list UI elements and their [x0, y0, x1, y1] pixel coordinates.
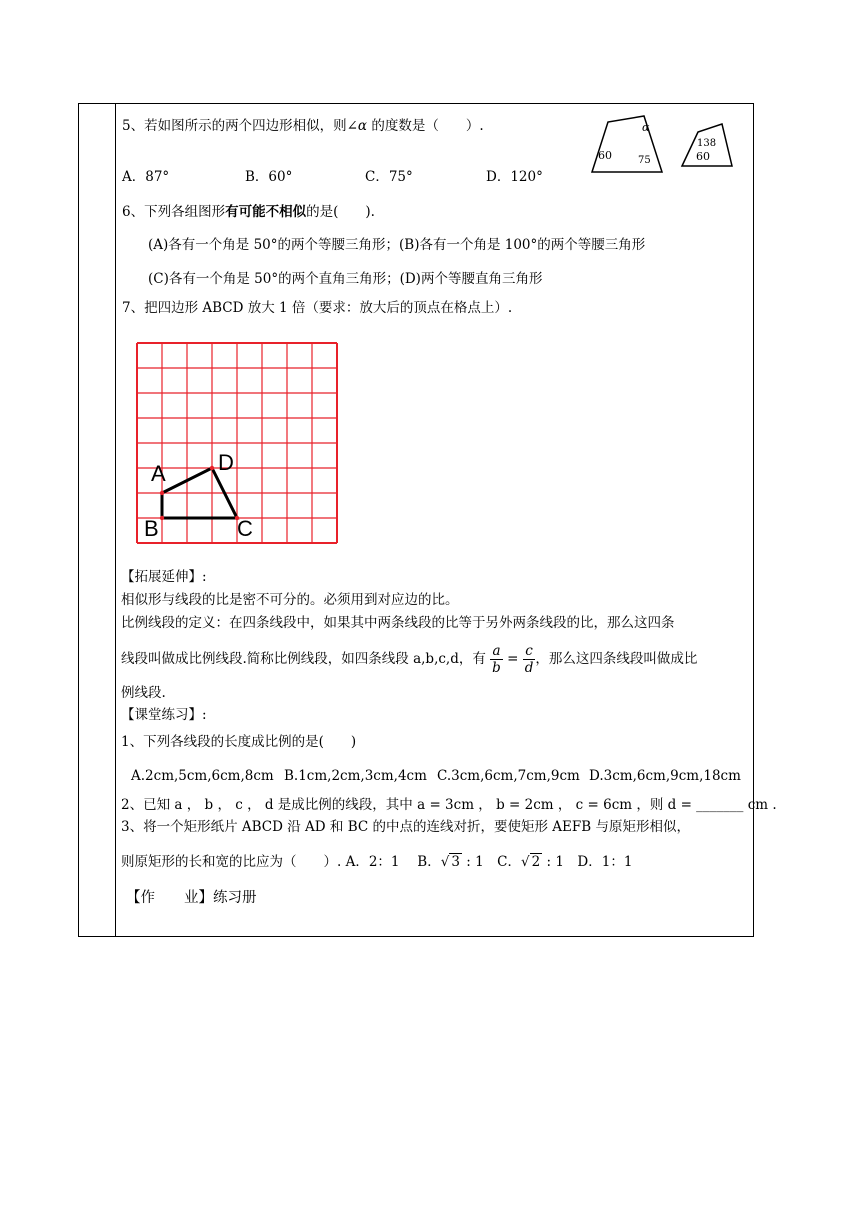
practice-heading: 【课堂练习】:: [121, 707, 207, 723]
q5-option-a: A．87°: [122, 169, 170, 185]
practice-q3-line2: [121, 853, 632, 871]
extension-p2: 比例线段的定义：在四条线段中，如果其中两条线段的比等于另外两条线段的比，那么这四条: [121, 615, 675, 631]
fig2-138-label: 138: [697, 138, 717, 149]
frac-b: b: [492, 660, 501, 676]
extension-p3: [121, 641, 697, 677]
extension-p4: 例线段.: [121, 685, 166, 701]
q5-option-c: C．75°: [365, 169, 413, 185]
frac-c: c: [523, 643, 536, 660]
vertex-label-c: C: [237, 516, 253, 541]
practice-q1-option-d: D.3cm,6cm,9cm,18cm: [589, 768, 741, 784]
practice-q1-option-b: B.1cm,2cm,3cm,4cm: [284, 768, 427, 784]
q3-line2-prefix: 则原矩形的长和宽的比应为（ ）. A．2：1 B．: [121, 854, 441, 870]
q3-ratio2: : 1 D．1：1: [542, 854, 633, 870]
q5-question: [122, 117, 484, 135]
q5-quadrilateral-figures: [586, 110, 746, 174]
q6-post: 的是( ).: [306, 204, 375, 220]
fraction-c-d: [523, 643, 536, 676]
q7-question: 7、把四边形 ABCD 放大 1 倍（要求：放大后的顶点在格点上）.: [122, 300, 513, 316]
practice-q2: 2、已知 a ， b ， c ， d 是成比例的线段，其中 a = 3cm ， b = 2cm ， c = 6cm ，则 d = _______ cm .: [121, 797, 777, 813]
frac-equals: =: [507, 651, 519, 667]
q5-alpha: α: [357, 118, 368, 134]
practice-q1: 1、下列各线段的长度成比例的是( ): [121, 734, 357, 750]
q3-ratio1: : 1 C．: [461, 854, 521, 870]
q6-options-line2: (C)各有一个角是 50°的两个直角三角形；(D)两个等腰直角三角形: [148, 271, 543, 287]
extension-p3b: ，那么这四条线段叫做成比: [535, 651, 698, 667]
q6-pre: 6、下列各组图形: [122, 204, 226, 220]
fig1-75-label: 75: [638, 155, 651, 166]
vertex-label-b: B: [144, 516, 159, 541]
extension-p1: 相似形与线段的比是密不可分的。必须用到对应边的比。: [121, 592, 459, 608]
q5-option-b: B．60°: [245, 169, 293, 185]
vertex-dot-b: [160, 516, 164, 520]
q6-options-line1: (A)各有一个角是 50°的两个等腰三角形；(B)各有一个角是 100°的两个等腰三角形: [148, 237, 646, 253]
fig1-60-label: 60: [598, 149, 612, 162]
q6-bold-phrase: 有可能不相似: [225, 204, 307, 220]
extension-p3a: 线段叫做成比例线段.简称比例线段，如四条线段 a,b,c,d，有: [121, 651, 486, 667]
homework-line: 【作 业】练习册: [126, 890, 257, 906]
frac-d: d: [524, 660, 534, 676]
sqrt-2-radicand: 2: [531, 854, 541, 870]
sqrt-2: √ 2: [521, 854, 541, 870]
quad-1: [592, 116, 662, 172]
vertex-label-a: A: [151, 461, 166, 486]
extension-heading: 【拓展延伸】:: [121, 569, 207, 585]
sqrt-3-radicand: 3: [451, 854, 460, 870]
q5-text: 5、若如图所示的两个四边形相似，则∠: [122, 118, 358, 134]
q5-option-d: D．120°: [486, 169, 543, 185]
fig1-alpha-label: α: [642, 121, 650, 134]
fig2-60-label: 60: [696, 150, 710, 163]
q7-grid-figure: [130, 338, 345, 553]
q5-tail: 的度数是（ ）.: [367, 118, 484, 134]
practice-q1-option-c: C.3cm,6cm,7cm,9cm: [437, 768, 580, 784]
vertex-dot-a: [160, 491, 164, 495]
vertex-label-d: D: [218, 450, 234, 475]
fraction-a-b: [490, 643, 503, 676]
practice-q1-option-a: A.2cm,5cm,6cm,8cm: [131, 768, 274, 784]
vertex-dot-d: [210, 466, 214, 470]
frac-a: a: [490, 643, 503, 660]
sqrt-3: √ 3: [440, 854, 460, 870]
q6-question: [122, 203, 375, 221]
practice-q3-line1: 3、将一个矩形纸片 ABCD 沿 AD 和 BC 的中点的连线对折，要使矩形 AEFB 与原矩形相似，: [121, 819, 690, 835]
left-column-divider: [115, 104, 116, 936]
